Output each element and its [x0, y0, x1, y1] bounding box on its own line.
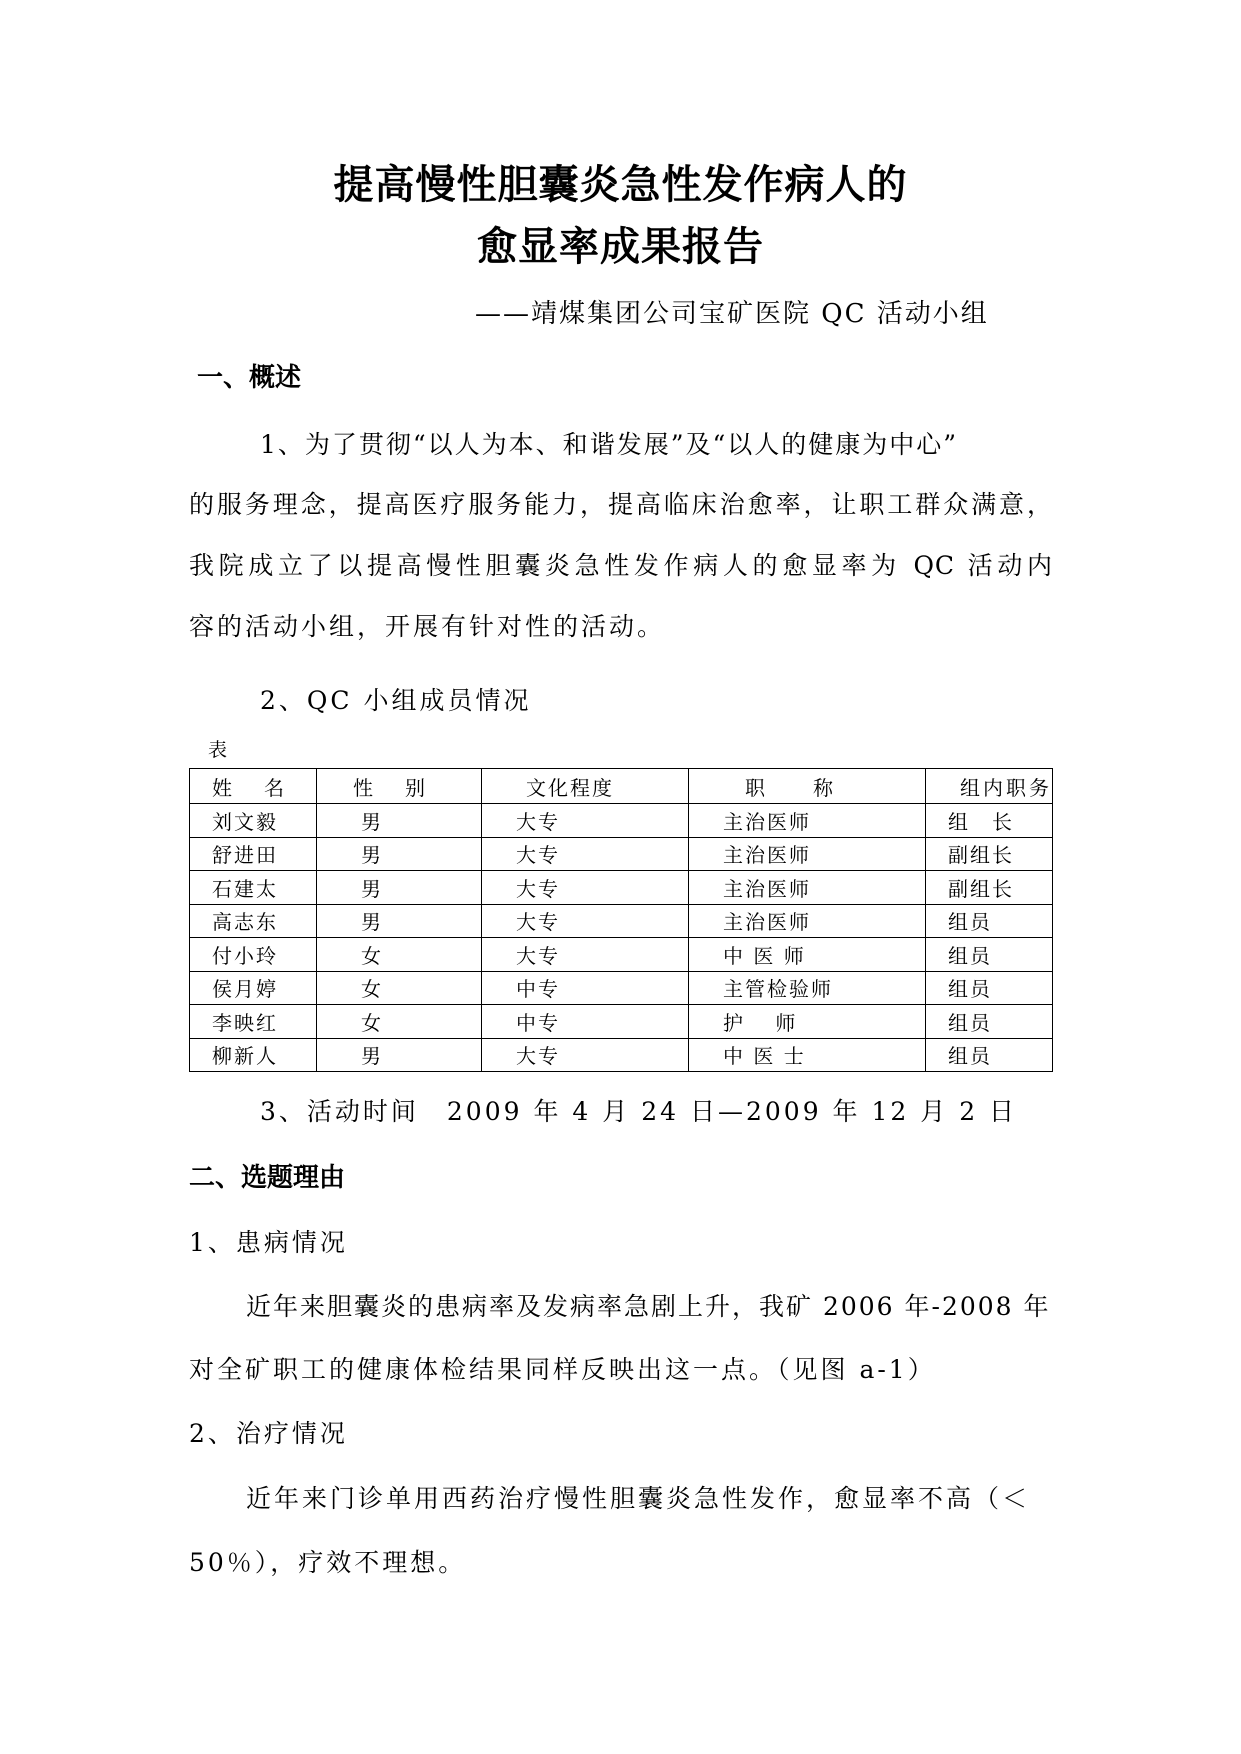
- cell-role: 副组长: [926, 871, 1053, 905]
- cell-sex: 男: [316, 837, 481, 871]
- overview-para-line-3: 我院成立了以提高慢性胆囊炎急性发作病人的愈显率为 QC 活动内: [189, 551, 1053, 580]
- cell-sex: 男: [316, 1038, 481, 1072]
- table-row: [190, 971, 1053, 1005]
- table-header-cell: 文化程度: [481, 769, 688, 804]
- cell-education: 大专: [481, 804, 688, 838]
- table-row: [190, 871, 1053, 905]
- cell-education: 中专: [481, 971, 688, 1005]
- cell-sex: 男: [316, 904, 481, 938]
- section-heading-topic-reason: 二、选题理由: [189, 1163, 346, 1193]
- cell-education: 大专: [481, 1038, 688, 1072]
- cell-sex: 男: [316, 871, 481, 905]
- activity-period: 3、活动时间 2009 年 4 月 24 日—2009 年 12 月 2 日: [260, 1097, 1018, 1126]
- cell-name: 柳新人: [190, 1038, 317, 1072]
- table-row: [190, 1005, 1053, 1039]
- report-title-line-1: 提高慢性胆囊炎急性发作病人的: [333, 162, 908, 208]
- cell-title: 中 医 士: [689, 1038, 926, 1072]
- cell-role: 副组长: [926, 837, 1053, 871]
- table-label: 表: [208, 739, 228, 761]
- qc-members-table: [189, 768, 1053, 1072]
- cell-name: 刘文毅: [190, 804, 317, 838]
- overview-para-line-4: 容的活动小组，开展有针对性的活动。: [189, 612, 666, 641]
- table-row: [190, 904, 1053, 938]
- cell-sex: 女: [316, 938, 481, 972]
- cell-education: 大专: [481, 938, 688, 972]
- table-row: [190, 837, 1053, 871]
- cell-education: 大专: [481, 837, 688, 871]
- cell-education: 中专: [481, 1005, 688, 1039]
- sub-heading-prevalence: 1、患病情况: [189, 1228, 348, 1257]
- cell-education: 大专: [481, 871, 688, 905]
- qc-members-item: 2、QC 小组成员情况: [260, 686, 532, 715]
- table-row: [190, 1038, 1053, 1072]
- cell-role: 组 长: [926, 804, 1053, 838]
- table-row: [190, 804, 1053, 838]
- table-header-row: [190, 769, 1053, 804]
- section-heading-overview: 一、概述: [197, 363, 302, 393]
- treatment-para-line-2: 50％），疗效不理想。: [189, 1548, 467, 1577]
- table-header-cell: 职 称: [689, 769, 926, 804]
- table-header-cell: 组内职务: [926, 769, 1053, 804]
- table-row: [190, 938, 1053, 972]
- cell-title: 主治医师: [689, 904, 926, 938]
- cell-name: 侯月婷: [190, 971, 317, 1005]
- table-header-cell: 姓 名: [190, 769, 317, 804]
- table-header-cell: 性 别: [316, 769, 481, 804]
- sub-heading-treatment: 2、治疗情况: [189, 1419, 348, 1448]
- report-title-line-2: 愈显率成果报告: [477, 224, 764, 270]
- cell-title: 主治医师: [689, 871, 926, 905]
- cell-role: 组员: [926, 904, 1053, 938]
- cell-title: 主治医师: [689, 804, 926, 838]
- report-byline: ——靖煤集团公司宝矿医院 QC 活动小组: [475, 299, 989, 329]
- cell-title: 主管检验师: [689, 971, 926, 1005]
- cell-role: 组员: [926, 1005, 1053, 1039]
- cell-title: 中 医 师: [689, 938, 926, 972]
- cell-name: 舒进田: [190, 837, 317, 871]
- cell-role: 组员: [926, 1038, 1053, 1072]
- cell-role: 组员: [926, 971, 1053, 1005]
- cell-role: 组员: [926, 938, 1053, 972]
- cell-sex: 女: [316, 971, 481, 1005]
- prevalence-para-line-2: 对全矿职工的健康体检结果同样反映出这一点。（见图 a-1）: [189, 1355, 936, 1384]
- cell-title: 主治医师: [689, 837, 926, 871]
- treatment-para-line-1: 近年来门诊单用西药治疗慢性胆囊炎急性发作，愈显率不高（＜: [246, 1484, 1031, 1513]
- cell-sex: 女: [316, 1005, 481, 1039]
- cell-title: 护 师: [689, 1005, 926, 1039]
- cell-education: 大专: [481, 904, 688, 938]
- cell-name: 石建太: [190, 871, 317, 905]
- cell-name: 付小玲: [190, 938, 317, 972]
- prevalence-para-line-1: 近年来胆囊炎的患病率及发病率急剧上升，我矿 2006 年-2008 年: [246, 1292, 1051, 1321]
- overview-para-line-1: 1、为了贯彻“以人为本、和谐发展”及“以人的健康为中心”: [260, 430, 959, 459]
- overview-para-line-2: 的服务理念，提高医疗服务能力，提高临床治愈率，让职工群众满意，: [189, 490, 1053, 519]
- cell-name: 李映红: [190, 1005, 317, 1039]
- cell-name: 高志东: [190, 904, 317, 938]
- cell-sex: 男: [316, 804, 481, 838]
